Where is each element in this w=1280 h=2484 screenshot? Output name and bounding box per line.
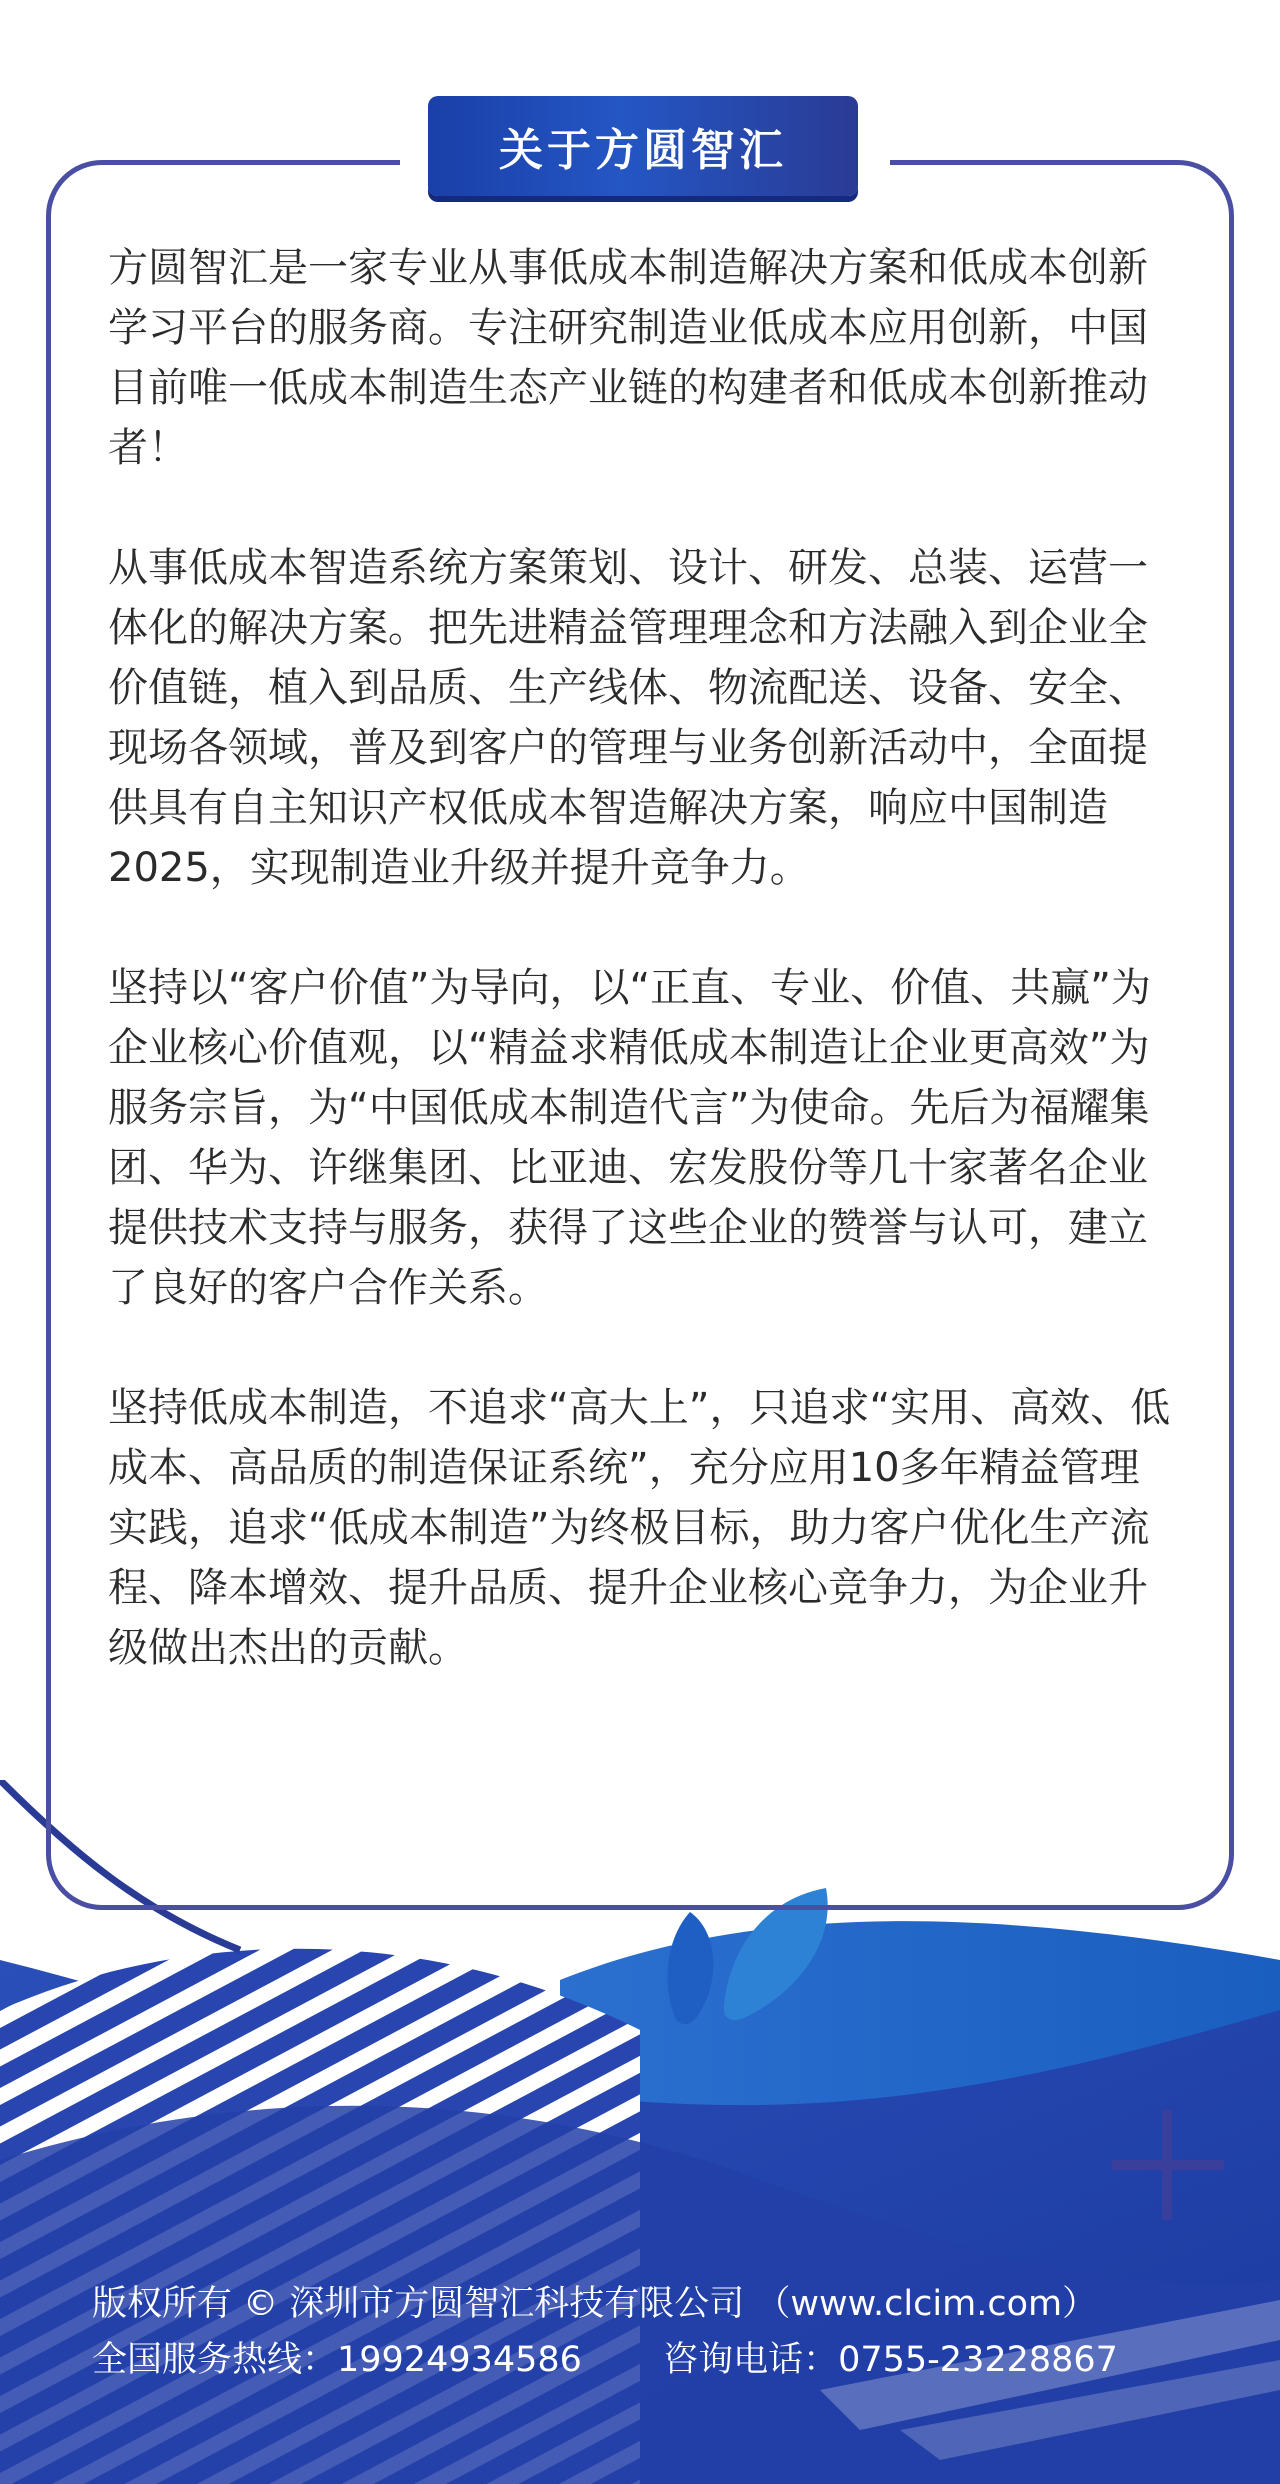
phone-text: 咨询电话：0755-23228867: [663, 2340, 1118, 2380]
about-content: [108, 238, 1174, 1738]
hotline-text: 全国服务热线：19924934586: [92, 2340, 582, 2380]
paragraph-services: 从事低成本智造系统方案策划、设计、研发、总装、运营一体化的解决方案。把先进精益管理理念和方法融入到企业全价值链，植入到品质、生产线体、物流配送、设备、安全、现场各领域，普及到客户的管理与业务创新活动中，全面提供具有自主知识产权低成本智造解决方案，响应中国制造2025，实现制造业升级并提升竞争力。: [108, 545, 1148, 891]
page-title: 关于方圆智汇: [428, 96, 858, 196]
copyright-text: 版权所有 © 深圳市方圆智汇科技有限公司 （www.clcim.com）: [92, 2284, 1098, 2324]
paragraph-intro: 方圆智汇是一家专业从事低成本制造解决方案和低成本创新学习平台的服务商。专注研究制造业低成本应用创新，中国目前唯一低成本制造生态产业链的构建者和低成本创新推动者！: [108, 245, 1148, 471]
contact-line: [92, 2332, 1242, 2388]
paragraph-values: 坚持以“客户价值”为导向，以“正直、专业、价值、共赢”为企业核心价值观，以“精益求精低成本制造让企业更高效”为服务宗旨，为“中国低成本制造代言”为使命。先后为福耀集团、华为、许继集团、比亚迪、宏发股份等几十家著名企业提供技术支持与服务，获得了这些企业的赞誉与认可，建立了良好的客户合作关系。: [108, 965, 1151, 1311]
footer: [92, 2276, 1242, 2388]
paragraph-goals: 坚持低成本制造，不追求“高大上”，只追求“实用、高效、低成本、高品质的制造保证系统”，充分应用10多年精益管理实践，追求“低成本制造”为终极目标，助力客户优化生产流程、降本增效、提升品质、提升企业核心竞争力，为企业升级做出杰出的贡献。: [108, 1385, 1171, 1671]
